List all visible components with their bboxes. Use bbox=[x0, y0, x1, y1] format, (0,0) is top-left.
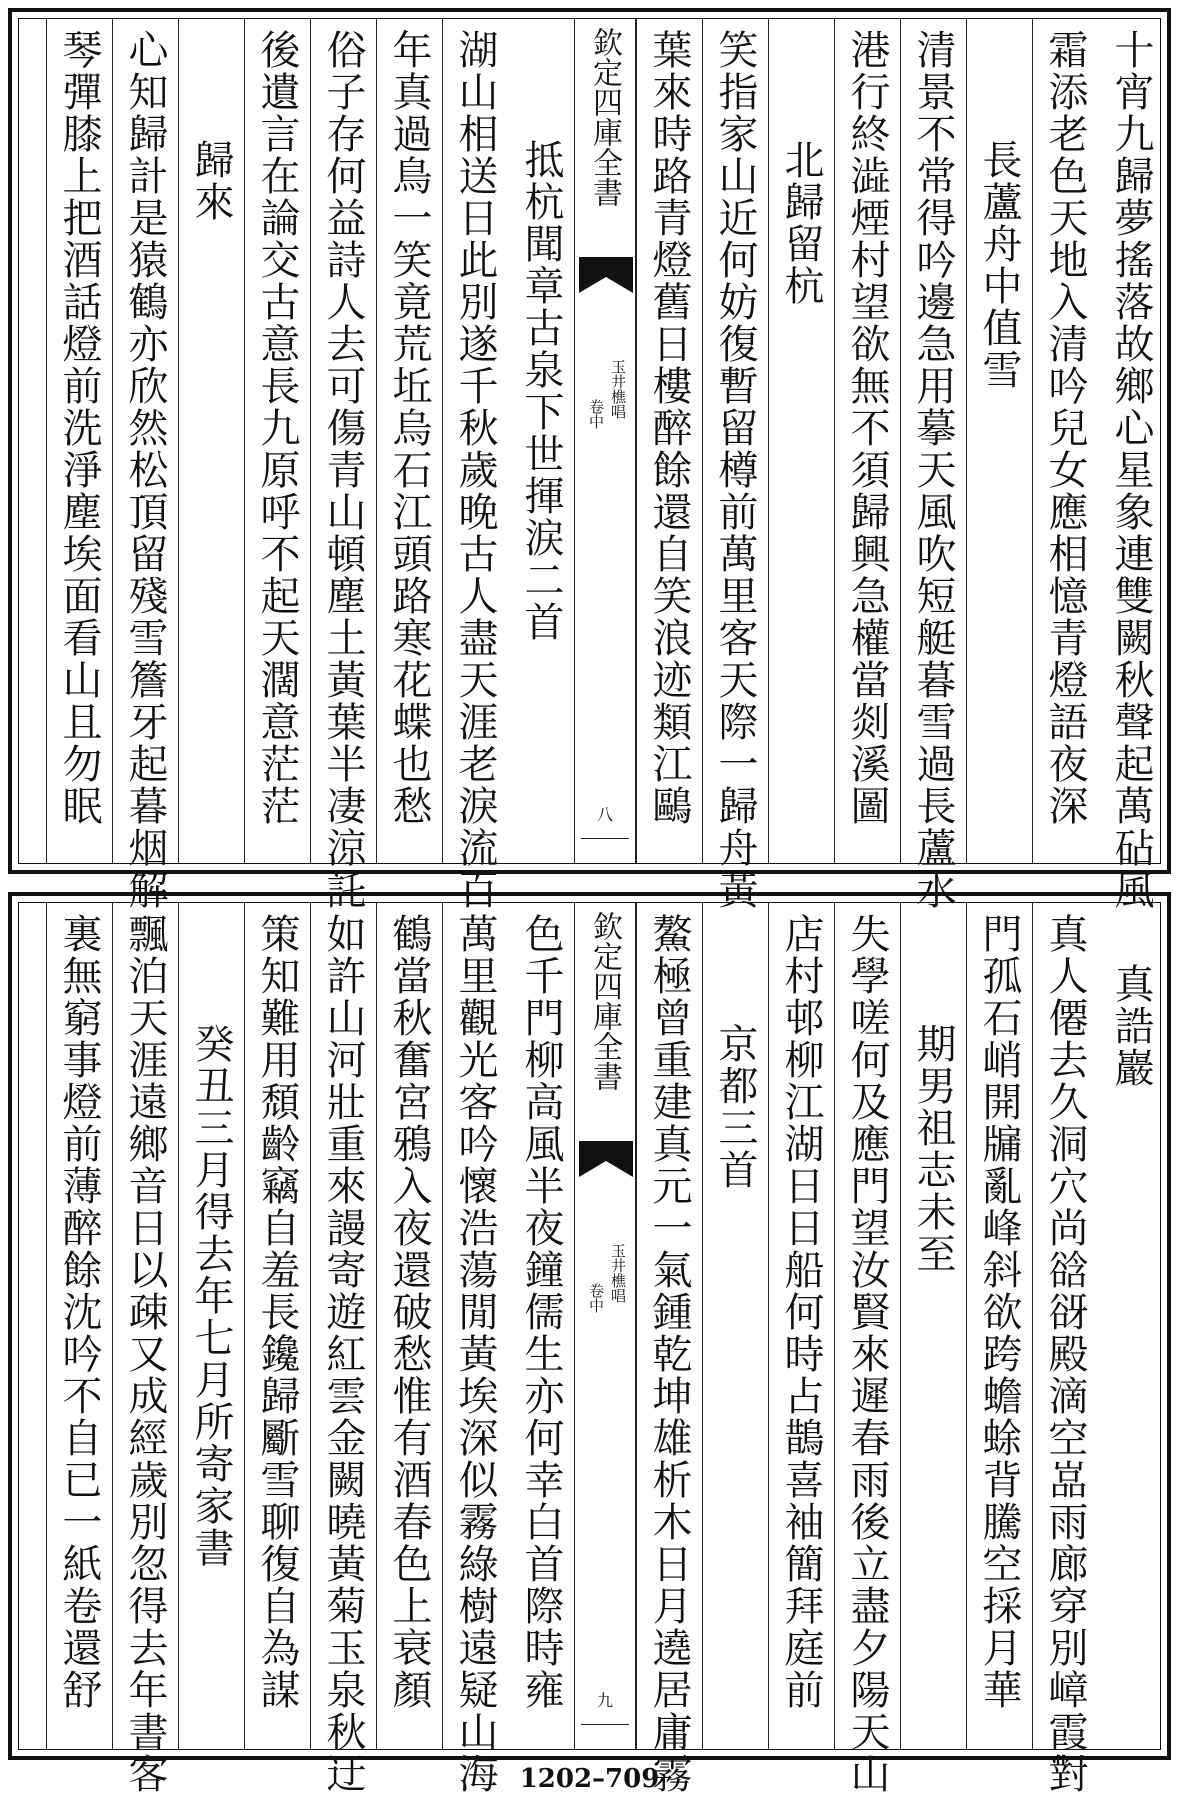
text-column bbox=[310, 903, 376, 1795]
volume-title: 玉井樵唱 bbox=[609, 359, 627, 419]
text-column bbox=[834, 903, 900, 1795]
poem-line: 失學嗟何及應門望汝賢來遲春雨後立盡夕陽天山 bbox=[844, 913, 890, 1795]
poem-line: 十宵九歸夢搖落故鄉心星象連雙闕秋聲起萬砧風 bbox=[1108, 29, 1154, 911]
poem-line: 萬里觀光客吟懷浩蕩閒黃埃深似霧綠樹遠疑山海 bbox=[452, 913, 498, 1795]
volume-label bbox=[575, 1243, 635, 1383]
text-column bbox=[636, 903, 702, 1795]
text-column bbox=[768, 19, 834, 863]
fish-tail-mark-icon bbox=[579, 257, 633, 293]
text-column bbox=[442, 19, 508, 911]
text-column bbox=[834, 19, 900, 863]
text-column bbox=[376, 19, 442, 863]
poem-line: 笑指家山近何妨復暫留樽前萬里客天際一歸舟黃 bbox=[712, 29, 758, 911]
text-column bbox=[1032, 903, 1098, 1795]
poem-line: 鰲極曾重建真元一氣鍾乾坤雄析木日月遶居庸霧 bbox=[646, 913, 692, 1795]
library-title: 欽定四庫全書 bbox=[587, 27, 622, 207]
text-column bbox=[900, 903, 966, 1749]
poem-line: 俗子存何益詩人去可傷青山頓塵土黃葉半凄涼託 bbox=[320, 29, 366, 911]
text-column bbox=[244, 903, 310, 1749]
fish-tail-mark-icon bbox=[579, 1141, 633, 1177]
volume-label bbox=[575, 359, 635, 499]
text-column bbox=[376, 903, 442, 1749]
poem-line: 湖山相送日此別遂千秋歲晚古人盡天涯老淚流百 bbox=[452, 29, 498, 911]
leaf-number: 八 bbox=[596, 805, 613, 824]
text-column bbox=[178, 903, 244, 1749]
poem-line: 如許山河壯重來謾寄遊紅雲金闕曉黃菊玉泉秋迂 bbox=[320, 913, 366, 1795]
center-fold bbox=[574, 19, 636, 863]
poem-line: 後遺言在論交古意長九原呼不起天濶意茫茫 bbox=[254, 29, 300, 827]
poem-line: 鶴當秋奮宮鴉入夜還破愁惟有酒春色上衰顏 bbox=[386, 913, 432, 1711]
center-fold bbox=[574, 903, 636, 1749]
text-column bbox=[900, 19, 966, 911]
text-column bbox=[636, 19, 702, 863]
poem-title: 北歸留杭 bbox=[778, 139, 824, 307]
poem-title: 長蘆舟中值雪 bbox=[976, 139, 1022, 391]
volume-section: 卷中 bbox=[587, 399, 605, 429]
fold-rule bbox=[581, 838, 629, 839]
poem-title: 京都三首 bbox=[712, 1023, 758, 1191]
text-column bbox=[244, 19, 310, 863]
text-column bbox=[1098, 19, 1164, 911]
poem-line: 清景不常得吟邊急用摹天風吹短艇暮雪過長蘆水 bbox=[910, 29, 956, 911]
text-column bbox=[46, 19, 112, 863]
text-column bbox=[702, 19, 768, 911]
volume-section: 卷中 bbox=[587, 1283, 605, 1313]
poem-title: 抵杭聞章古泉下世揮涙二首 bbox=[518, 139, 564, 643]
text-column bbox=[310, 19, 376, 911]
poem-line: 葉來時路青燈舊日樓醉餘還自笑浪迹類江鷗 bbox=[646, 29, 692, 827]
poem-title: 真誥巖 bbox=[1108, 963, 1154, 1089]
upper-folio bbox=[8, 8, 1171, 911]
poem-line: 真人僊去久洞穴尚谽谺殿滴空嵓雨廊穿別嶂霞對 bbox=[1042, 913, 1088, 1795]
poem-line: 琴彈膝上把酒話燈前洗淨塵埃面看山且勿眠 bbox=[56, 29, 102, 827]
page-number: 1202–709 bbox=[519, 1764, 660, 1794]
text-column bbox=[178, 19, 244, 863]
poem-line: 色千門柳高風半夜鐘儒生亦何幸白首際時雍 bbox=[518, 913, 564, 1711]
text-column bbox=[702, 903, 768, 1749]
poem-title: 歸來 bbox=[188, 139, 234, 223]
text-column bbox=[112, 903, 178, 1795]
text-column bbox=[1098, 903, 1164, 1749]
text-column bbox=[508, 19, 574, 863]
poem-line: 門孤石峭開牖亂峰斜欲跨蟾蜍背騰空採月華 bbox=[976, 913, 1022, 1711]
poem-line: 飄泊天涯遠鄉音日以疎又成經歲別忽得去年書客 bbox=[122, 913, 168, 1795]
text-column bbox=[112, 19, 178, 911]
poem-line: 店村邨柳江湖日日船何時占鵲喜袖簡拜庭前 bbox=[778, 913, 824, 1711]
upper-folio-frame bbox=[18, 18, 1161, 911]
poem-line: 裏無窮事燈前薄醉餘沈吟不自已一紙卷還舒 bbox=[56, 913, 102, 1711]
poem-line: 年真過鳥一笑竟荒坵烏石江頭路寒花蝶也愁 bbox=[386, 29, 432, 827]
poem-line: 心知歸計是猿鶴亦欣然松頂留殘雪簷牙起暮烟解 bbox=[122, 29, 168, 911]
text-column bbox=[1032, 19, 1098, 863]
poem-line: 霜添老色天地入清吟兒女應相憶青燈語夜深 bbox=[1042, 29, 1088, 827]
text-column bbox=[46, 903, 112, 1749]
volume-title: 玉井樵唱 bbox=[609, 1243, 627, 1303]
text-column bbox=[442, 903, 508, 1795]
leaf-number: 九 bbox=[596, 1691, 613, 1710]
text-column bbox=[768, 903, 834, 1749]
text-column bbox=[966, 903, 1032, 1749]
poem-title: 期男祖志未至 bbox=[910, 1023, 956, 1275]
text-column bbox=[966, 19, 1032, 863]
poem-line: 港行終澁煙村望欲無不須歸興急權當剡溪圖 bbox=[844, 29, 890, 827]
text-column bbox=[508, 903, 574, 1749]
library-title: 欽定四庫全書 bbox=[587, 911, 622, 1091]
poem-line: 策知難用頹齡竊自羞長鑱歸斸雪聊復自為謀 bbox=[254, 913, 300, 1711]
poem-title: 癸丑三月得去年七月所寄家書 bbox=[188, 1023, 234, 1569]
fold-rule bbox=[581, 1724, 629, 1725]
